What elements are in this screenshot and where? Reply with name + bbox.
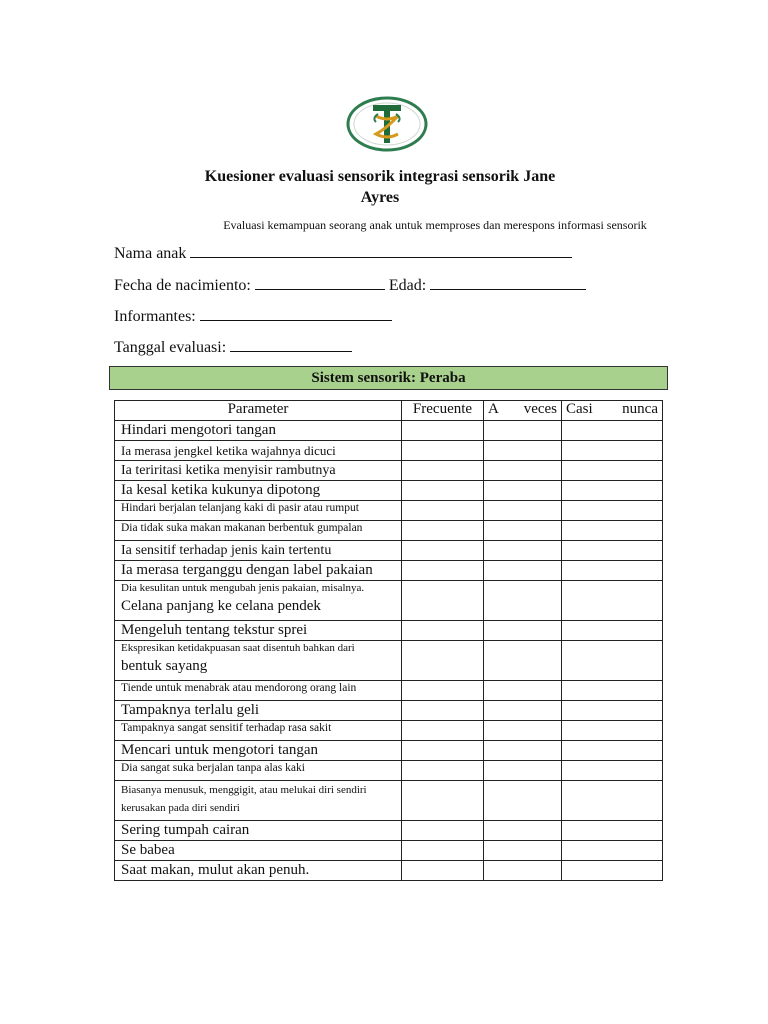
- casi-nunca-cell[interactable]: [562, 481, 663, 501]
- document-title: [100, 166, 660, 208]
- nama-anak-label: Nama anak: [114, 245, 187, 262]
- parameter-cell: [115, 521, 402, 541]
- parameter-text: Biasanya menusuk, menggigit, atau melukai diri sendiri: [121, 784, 367, 796]
- edad-label: Edad:: [388, 277, 427, 294]
- parameter-cell: [115, 421, 402, 441]
- frecuente-cell[interactable]: [402, 861, 484, 881]
- frecuente-cell[interactable]: [402, 621, 484, 641]
- parameter-cell: [115, 461, 402, 481]
- edad-input-line[interactable]: [430, 275, 586, 290]
- casi-nunca-cell[interactable]: [562, 461, 663, 481]
- parameter-text-line-2: bentuk sayang: [121, 658, 208, 674]
- parameter-cell: [115, 641, 402, 681]
- a-veces-cell[interactable]: [484, 421, 562, 441]
- a-veces-cell[interactable]: [484, 561, 562, 581]
- a-veces-cell[interactable]: [484, 761, 562, 781]
- parameter-text: Tampaknya sangat sensitif terhadap rasa sakit: [121, 722, 332, 734]
- parameter-cell: [115, 501, 402, 521]
- table-row: [115, 741, 663, 761]
- frecuente-cell[interactable]: [402, 761, 484, 781]
- parameter-cell: [115, 861, 402, 881]
- casi-nunca-cell[interactable]: [562, 621, 663, 641]
- nama-anak-input-line[interactable]: [190, 243, 572, 258]
- casi-nunca-cell[interactable]: [562, 821, 663, 841]
- parameter-cell: [115, 741, 402, 761]
- a-veces-cell[interactable]: [484, 541, 562, 561]
- parameter-text: Ia merasa jengkel ketika wajahnya dicuci: [121, 443, 336, 458]
- table-row: [115, 541, 663, 561]
- table-row: [115, 701, 663, 721]
- table-row: [115, 581, 663, 621]
- table-row: [115, 421, 663, 441]
- parameter-cell: [115, 541, 402, 561]
- a-veces-cell[interactable]: [484, 501, 562, 521]
- casi-nunca-cell[interactable]: [562, 581, 663, 621]
- col-nunca-word: nunca: [622, 401, 658, 417]
- parameter-text: Mengeluh tentang tekstur sprei: [121, 622, 308, 638]
- casi-nunca-cell[interactable]: [562, 541, 663, 561]
- casi-nunca-cell[interactable]: [562, 741, 663, 761]
- section-banner: Sistem sensorik: Peraba: [109, 366, 668, 390]
- parameter-text: Hindari berjalan telanjang kaki di pasir atau rumput: [121, 502, 359, 514]
- table-row: [115, 681, 663, 701]
- caduceus-t-logo: [346, 96, 428, 152]
- casi-nunca-cell[interactable]: [562, 561, 663, 581]
- frecuente-cell[interactable]: [402, 701, 484, 721]
- document-subtitle: Evaluasi kemampuan seorang anak untuk memproses dan merespons informasi sensorik: [223, 218, 647, 232]
- parameter-text: Hindari mengotori tangan: [121, 422, 276, 438]
- parameter-text-line-2: Celana panjang ke celana pendek: [121, 598, 321, 614]
- informantes-field: [114, 306, 392, 326]
- tanggal-label: Tanggal evaluasi:: [114, 339, 227, 356]
- table-row: [115, 441, 663, 461]
- informantes-label: Informantes:: [114, 308, 196, 325]
- a-veces-cell[interactable]: [484, 441, 562, 461]
- table-row: [115, 761, 663, 781]
- table-row: [115, 461, 663, 481]
- table-row: [115, 721, 663, 741]
- parameter-text: Ia teriritasi ketika menyisir rambutnya: [121, 463, 336, 478]
- parameter-text: Tiende untuk menabrak atau mendorong orang lain: [121, 682, 357, 694]
- parameter-text: Dia kesulitan untuk mengubah jenis pakaian, misalnya.: [121, 582, 365, 594]
- fecha-label: Fecha de nacimiento:: [114, 277, 251, 294]
- parameter-text: Se babea: [121, 842, 175, 858]
- a-veces-cell[interactable]: [484, 821, 562, 841]
- parameter-cell: [115, 581, 402, 621]
- casi-nunca-cell[interactable]: [562, 701, 663, 721]
- table-row: [115, 561, 663, 581]
- parameter-cell: [115, 561, 402, 581]
- table-row: [115, 501, 663, 521]
- parameter-cell: [115, 721, 402, 741]
- casi-nunca-cell[interactable]: [562, 721, 663, 741]
- parameter-cell: [115, 761, 402, 781]
- a-veces-cell[interactable]: [484, 641, 562, 681]
- table-row: [115, 621, 663, 641]
- table-row: [115, 841, 663, 861]
- frecuente-cell[interactable]: [402, 821, 484, 841]
- casi-nunca-cell[interactable]: [562, 761, 663, 781]
- parameter-text: Saat makan, mulut akan penuh.: [121, 862, 310, 878]
- parameter-cell: [115, 681, 402, 701]
- parameter-cell: [115, 781, 402, 821]
- frecuente-cell[interactable]: [402, 481, 484, 501]
- a-veces-cell[interactable]: [484, 741, 562, 761]
- frecuente-cell[interactable]: [402, 721, 484, 741]
- table-header-row: [115, 401, 663, 421]
- table-row: [115, 821, 663, 841]
- table-row: [115, 861, 663, 881]
- frecuente-cell[interactable]: [402, 501, 484, 521]
- frecuente-cell[interactable]: [402, 841, 484, 861]
- casi-nunca-cell[interactable]: [562, 641, 663, 681]
- col-parameter: Parameter: [115, 401, 402, 421]
- frecuente-cell[interactable]: [402, 441, 484, 461]
- parameter-cell: [115, 441, 402, 461]
- frecuente-cell[interactable]: [402, 741, 484, 761]
- parameter-text: Ekspresikan ketidakpuasan saat disentuh bahkan dari: [121, 642, 355, 654]
- frecuente-cell[interactable]: [402, 561, 484, 581]
- a-veces-cell[interactable]: [484, 681, 562, 701]
- frecuente-cell[interactable]: [402, 681, 484, 701]
- col-casi-nunca: [562, 401, 663, 421]
- a-veces-cell[interactable]: [484, 781, 562, 821]
- parameter-cell: [115, 841, 402, 861]
- fecha-field: [114, 275, 586, 295]
- a-veces-cell[interactable]: [484, 841, 562, 861]
- table-row: [115, 641, 663, 681]
- frecuente-cell[interactable]: [402, 421, 484, 441]
- col-casi-word: Casi: [566, 401, 593, 417]
- a-veces-cell[interactable]: [484, 461, 562, 481]
- nama-anak-field: [114, 243, 572, 263]
- parameter-cell: [115, 481, 402, 501]
- frecuente-cell[interactable]: [402, 541, 484, 561]
- a-veces-cell[interactable]: [484, 481, 562, 501]
- parameter-text: Dia tidak suka makan makanan berbentuk gumpalan: [121, 522, 363, 534]
- tanggal-field: [114, 337, 352, 357]
- casi-nunca-cell[interactable]: [562, 841, 663, 861]
- casi-nunca-cell[interactable]: [562, 861, 663, 881]
- title-line-1: Kuesioner evaluasi sensorik integrasi sensorik Jane: [204, 168, 556, 185]
- casi-nunca-cell[interactable]: [562, 441, 663, 461]
- frecuente-cell[interactable]: [402, 781, 484, 821]
- informantes-input-line[interactable]: [200, 306, 392, 321]
- col-frecuente: Frecuente: [402, 401, 484, 421]
- col-veces-word: veces: [523, 401, 557, 417]
- parameter-text: Tampaknya terlalu geli: [121, 702, 260, 718]
- a-veces-cell[interactable]: [484, 521, 562, 541]
- frecuente-cell[interactable]: [402, 641, 484, 681]
- a-veces-cell[interactable]: [484, 861, 562, 881]
- parameter-cell: [115, 821, 402, 841]
- parameter-cell: [115, 621, 402, 641]
- frecuente-cell[interactable]: [402, 581, 484, 621]
- table-row: [115, 481, 663, 501]
- parameter-text: Dia sangat suka berjalan tanpa alas kaki: [121, 762, 305, 774]
- sensory-table: [114, 400, 663, 881]
- casi-nunca-cell[interactable]: [562, 781, 663, 821]
- parameter-text: Sering tumpah cairan: [121, 822, 250, 838]
- parameter-text: Mencari untuk mengotori tangan: [121, 742, 319, 758]
- a-veces-cell[interactable]: [484, 721, 562, 741]
- parameter-cell: [115, 701, 402, 721]
- tanggal-input-line[interactable]: [230, 337, 352, 352]
- frecuente-cell[interactable]: [402, 521, 484, 541]
- parameter-text: Ia sensitif terhadap jenis kain tertentu: [121, 543, 332, 558]
- a-veces-cell[interactable]: [484, 621, 562, 641]
- frecuente-cell[interactable]: [402, 461, 484, 481]
- table-row: [115, 521, 663, 541]
- title-line-2: Ayres: [360, 189, 400, 206]
- parameter-text: Ia merasa terganggu dengan label pakaian: [121, 562, 373, 578]
- casi-nunca-cell[interactable]: [562, 521, 663, 541]
- table-row: [115, 781, 663, 821]
- col-a-word: A: [488, 401, 499, 417]
- a-veces-cell[interactable]: [484, 701, 562, 721]
- casi-nunca-cell[interactable]: [562, 421, 663, 441]
- parameter-text: Ia kesal ketika kukunya dipotong: [121, 482, 321, 498]
- parameter-text-line-2: kerusakan pada diri sendiri: [121, 802, 240, 814]
- fecha-input-line[interactable]: [255, 275, 385, 290]
- casi-nunca-cell[interactable]: [562, 681, 663, 701]
- col-a-veces: [484, 401, 562, 421]
- a-veces-cell[interactable]: [484, 581, 562, 621]
- casi-nunca-cell[interactable]: [562, 501, 663, 521]
